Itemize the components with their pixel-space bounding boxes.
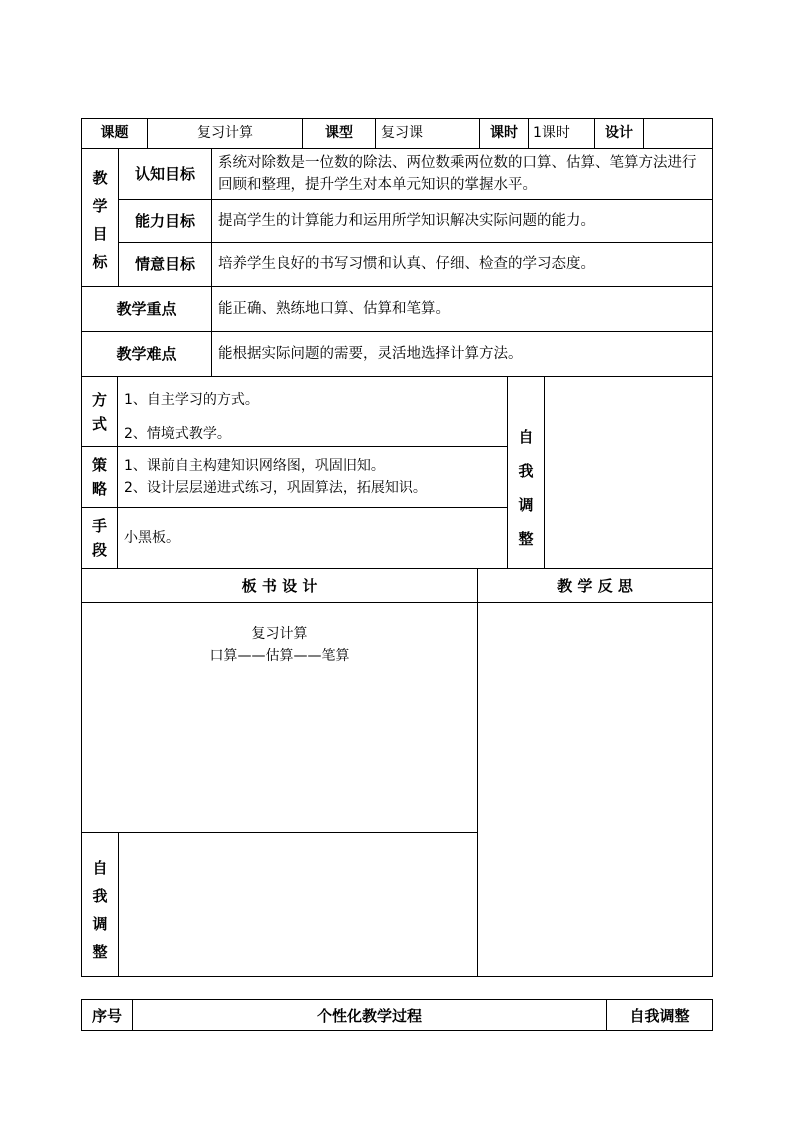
process-col-process: 个性化教学过程 [316, 1007, 422, 1025]
rule [117, 376, 118, 568]
rule [544, 376, 545, 568]
rule [81, 832, 477, 833]
focus-text: 能正确、熟练地口算、估算和笔算。 [218, 301, 450, 317]
rule [118, 832, 119, 977]
board-line: 口算——估算——笔算 [209, 648, 350, 664]
board-title: 复习计算 [251, 626, 308, 642]
type-label: 课型 [325, 125, 353, 141]
rule [528, 118, 529, 148]
goals-group-label: 教 学 目 标 [92, 169, 108, 271]
difficulty-text: 能根据实际问题的需要，灵活地选择计算方法。 [218, 346, 523, 362]
rule [81, 1030, 713, 1031]
rule [118, 242, 713, 243]
rule [81, 331, 713, 332]
topic-label: 课题 [100, 125, 129, 141]
cognitive-goal-text: 系统对除数是一位数的除法、两位数乘两位数的口算、估算、笔算方法进行回顾和整理，提升学生对本单元知识的掌握水平。 [218, 155, 697, 193]
rule [712, 118, 713, 977]
rule [81, 976, 713, 977]
methods-self-adjust-label: 自 我 调 整 [518, 428, 534, 548]
ability-goal-text: 提高学生的计算能力和运用所学知识解决实际问题的能力。 [218, 213, 595, 229]
rule [81, 602, 713, 603]
rule [643, 118, 644, 148]
rule [81, 286, 713, 287]
rule [118, 199, 713, 200]
emotion-goal-label: 情意目标 [134, 255, 195, 273]
rule [712, 999, 713, 1031]
cognitive-goal-label: 认知目标 [134, 165, 195, 183]
rule [81, 376, 713, 377]
way-label: 方 式 [91, 391, 107, 433]
design-label: 设计 [605, 125, 633, 141]
rule [375, 118, 376, 148]
way-item: 1、自主学习的方式。 [124, 392, 259, 408]
rule [477, 568, 478, 977]
ability-goal-label: 能力目标 [134, 212, 195, 230]
rule [81, 999, 713, 1000]
means-text: 小黑板。 [124, 530, 180, 546]
means-label: 手 段 [91, 517, 107, 559]
topic-value: 复习计算 [197, 125, 253, 141]
strategy-label: 策 略 [91, 456, 107, 498]
way-item: 2、情境式教学。 [124, 426, 231, 442]
process-col-adjust: 自我调整 [629, 1007, 690, 1025]
rule [81, 507, 507, 508]
rule [81, 148, 713, 149]
hours-value: 1课时 [533, 125, 570, 141]
type-value: 复习课 [381, 125, 423, 141]
strategy-item: 2、设计层层递进式练习，巩固算法，拓展知识。 [124, 480, 427, 496]
rule [81, 446, 507, 447]
rule [81, 118, 713, 119]
hours-label: 课时 [490, 125, 518, 141]
difficulty-label: 教学难点 [116, 345, 177, 363]
reflection-header: 教 学 反 思 [557, 577, 633, 595]
process-col-number: 序号 [91, 1007, 122, 1025]
board-design-header: 板 书 设 计 [241, 577, 318, 595]
emotion-goal-text: 培养学生良好的书写习惯和认真、仔细、检查的学习态度。 [218, 256, 595, 272]
board-self-adjust-label: 自 我 调 整 [92, 859, 108, 961]
focus-label: 教学重点 [116, 300, 177, 318]
rule [211, 148, 212, 376]
rule [81, 568, 713, 569]
strategy-item: 1、课前自主构建知识网络图，巩固旧知。 [124, 458, 385, 474]
